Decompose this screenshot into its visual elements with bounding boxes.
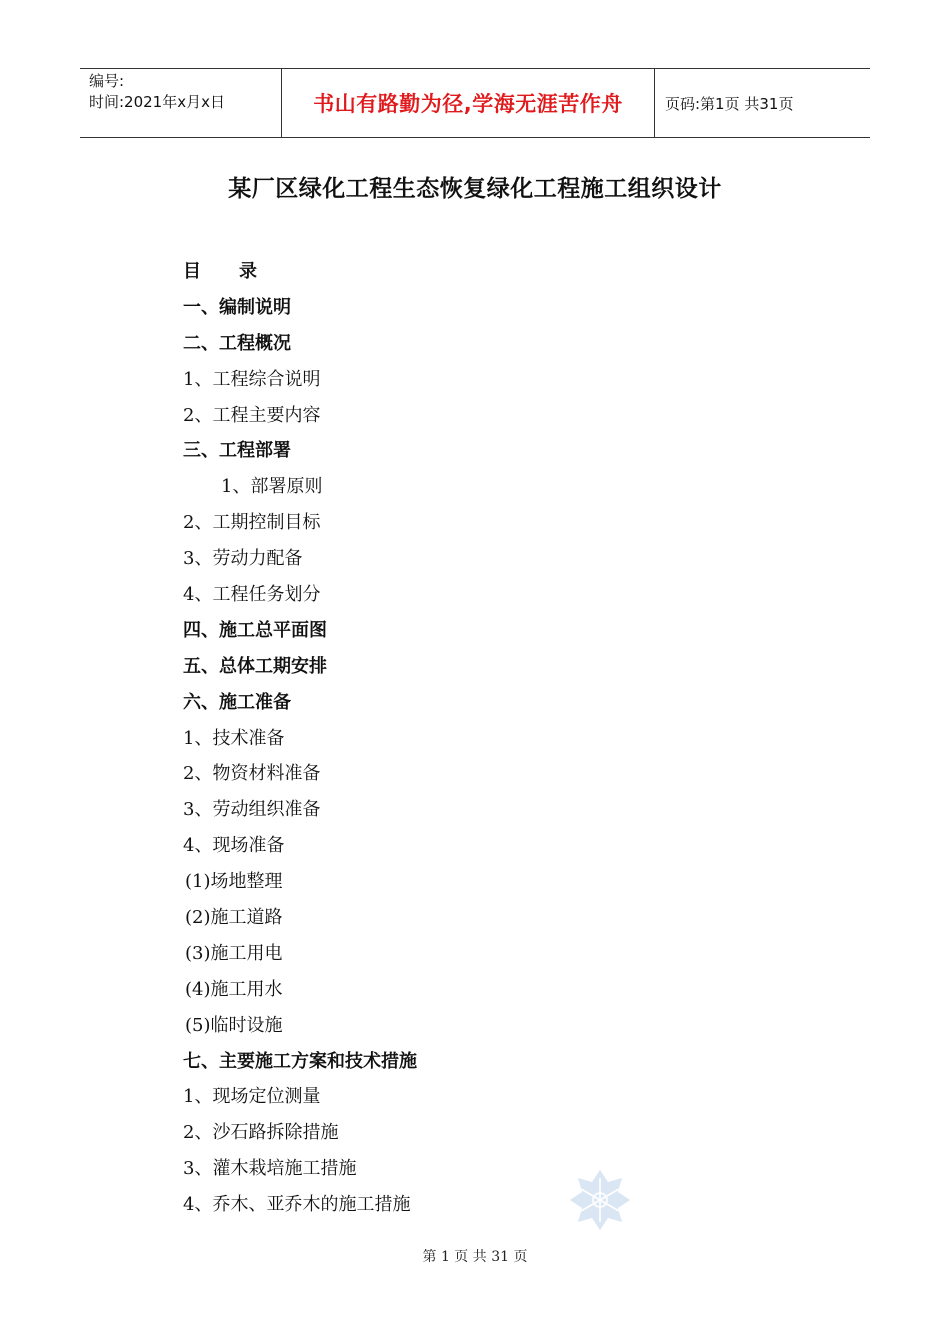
- table-of-contents: [183, 254, 783, 1223]
- toc-entry: (2)施工道路: [185, 907, 283, 929]
- toc-entry: (4)施工用水: [185, 978, 283, 1000]
- document-header-table: [80, 68, 870, 138]
- toc-entry: 4、乔木、亚乔木的施工措施: [183, 1194, 411, 1216]
- toc-entry: 二、工程概况: [183, 332, 291, 354]
- toc-heading-right: 录: [239, 261, 257, 282]
- toc-entry: 三、工程部署: [183, 440, 291, 462]
- motto-text: 书山有路勤为径,学海无涯苦作舟: [313, 92, 623, 116]
- toc-entry: 2、工程主要内容: [183, 404, 321, 426]
- header-page-cell: [655, 69, 870, 137]
- toc-entry: 六、施工准备: [183, 691, 291, 713]
- page-footer: 第 1 页 共 31 页: [422, 1249, 528, 1265]
- toc-entry: (1)场地整理: [185, 871, 283, 893]
- header-motto-cell: [282, 69, 655, 137]
- toc-entry: (3)施工用电: [185, 942, 283, 964]
- toc-entry: 2、物资材料准备: [183, 763, 321, 785]
- toc-heading-left: 目: [183, 261, 201, 282]
- snowflake-watermark-icon: [568, 1168, 632, 1232]
- toc-entry: 3、劳动组织准备: [183, 799, 321, 821]
- toc-entry: 1、技术准备: [183, 727, 285, 749]
- toc-list: [183, 290, 783, 1223]
- toc-entry: 五、总体工期安排: [183, 655, 327, 677]
- document-number-label: 编号:: [89, 72, 125, 90]
- toc-entry: (5)临时设施: [185, 1014, 283, 1036]
- toc-entry: 3、灌木栽培施工措施: [183, 1158, 357, 1180]
- toc-entry: 3、劳动力配备: [183, 548, 303, 570]
- header-meta-cell: [80, 69, 282, 137]
- toc-heading: [183, 254, 783, 290]
- header-page-info: 页码:第1页 共31页: [665, 94, 794, 113]
- toc-entry: 4、工程任务划分: [183, 584, 321, 606]
- toc-entry: 1、部署原则: [221, 476, 323, 498]
- document-title: 某厂区绿化工程生态恢复绿化工程施工组织设计: [228, 176, 722, 202]
- toc-entry: 一、编制说明: [183, 296, 291, 318]
- toc-entry: 1、工程综合说明: [183, 368, 321, 390]
- toc-entry: 四、施工总平面图: [183, 619, 327, 641]
- toc-entry: 2、工期控制目标: [183, 512, 321, 534]
- toc-entry: 2、沙石路拆除措施: [183, 1122, 339, 1144]
- document-time-label: 时间:2021年x月x日: [89, 93, 225, 111]
- toc-entry: 1、现场定位测量: [183, 1086, 321, 1108]
- toc-entry: 七、主要施工方案和技术措施: [183, 1050, 417, 1072]
- toc-entry: 4、现场准备: [183, 835, 285, 857]
